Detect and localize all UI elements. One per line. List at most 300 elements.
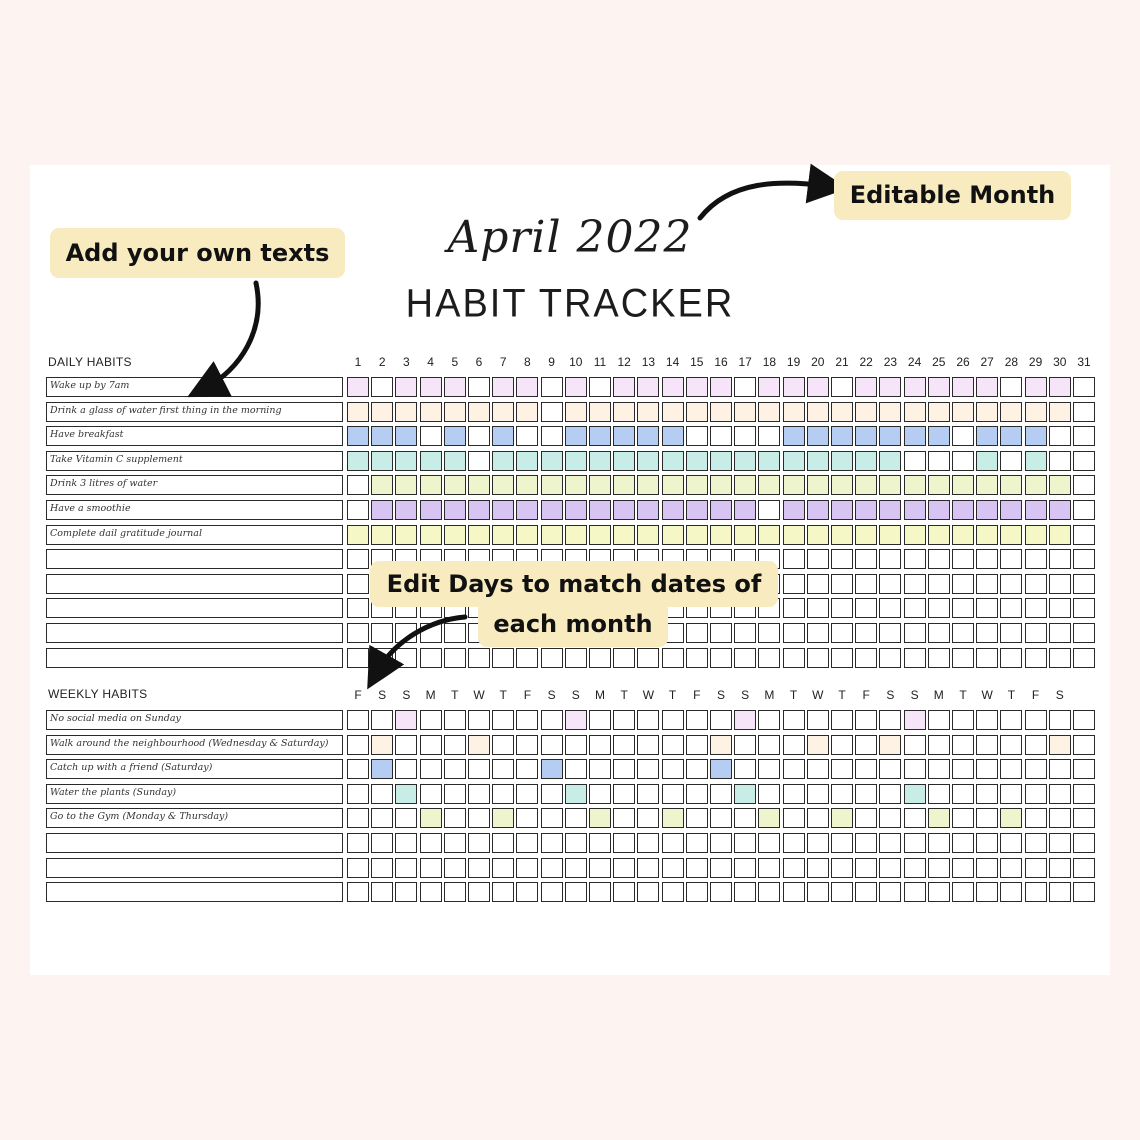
tracker-cell-filled[interactable]	[371, 735, 393, 755]
tracker-cell[interactable]	[807, 648, 829, 668]
tracker-cell-filled[interactable]	[904, 500, 926, 520]
tracker-cell[interactable]	[879, 710, 901, 730]
tracker-cell[interactable]	[758, 623, 780, 643]
tracker-cell-filled[interactable]	[589, 525, 611, 545]
tracker-cell[interactable]	[783, 735, 805, 755]
tracker-cell-filled[interactable]	[613, 426, 635, 446]
tracker-cell[interactable]	[952, 623, 974, 643]
tracker-cell[interactable]	[807, 574, 829, 594]
tracker-cell[interactable]	[1073, 426, 1095, 446]
tracker-cell[interactable]	[976, 858, 998, 878]
tracker-cell[interactable]	[879, 759, 901, 779]
tracker-cell-filled[interactable]	[395, 402, 417, 422]
tracker-cell[interactable]	[710, 784, 732, 804]
tracker-cell[interactable]	[516, 882, 538, 902]
tracker-cell[interactable]	[1073, 451, 1095, 471]
tracker-cell[interactable]	[492, 648, 514, 668]
tracker-cell[interactable]	[710, 833, 732, 853]
tracker-cell[interactable]	[444, 759, 466, 779]
tracker-cell[interactable]	[952, 759, 974, 779]
daily-day-header[interactable]: 21	[835, 355, 849, 369]
tracker-cell-filled[interactable]	[831, 808, 853, 828]
tracker-cell[interactable]	[662, 648, 684, 668]
weekly-day-header[interactable]: M	[425, 688, 436, 702]
tracker-cell[interactable]	[904, 623, 926, 643]
tracker-cell[interactable]	[613, 858, 635, 878]
daily-day-header[interactable]: 15	[690, 355, 704, 369]
tracker-cell-filled[interactable]	[565, 426, 587, 446]
tracker-cell[interactable]	[855, 648, 877, 668]
weekly-day-header[interactable]: S	[716, 688, 725, 702]
tracker-cell[interactable]	[347, 475, 369, 495]
tracker-cell-filled[interactable]	[1025, 402, 1047, 422]
tracker-cell[interactable]	[444, 735, 466, 755]
tracker-cell[interactable]	[831, 377, 853, 397]
tracker-cell-filled[interactable]	[976, 377, 998, 397]
tracker-cell[interactable]	[928, 759, 950, 779]
tracker-cell-filled[interactable]	[686, 525, 708, 545]
tracker-cell[interactable]	[347, 623, 369, 643]
tracker-cell[interactable]	[347, 648, 369, 668]
tracker-cell[interactable]	[347, 759, 369, 779]
tracker-cell[interactable]	[928, 451, 950, 471]
tracker-cell[interactable]	[807, 710, 829, 730]
weekly-day-header[interactable]: M	[933, 688, 944, 702]
tracker-cell-filled[interactable]	[904, 426, 926, 446]
tracker-cell[interactable]	[347, 500, 369, 520]
tracker-cell-filled[interactable]	[637, 377, 659, 397]
tracker-cell[interactable]	[855, 858, 877, 878]
tracker-cell-filled[interactable]	[734, 402, 756, 422]
tracker-cell-filled[interactable]	[662, 451, 684, 471]
tracker-cell[interactable]	[976, 735, 998, 755]
weekly-day-header[interactable]: W	[981, 688, 993, 702]
tracker-cell[interactable]	[807, 759, 829, 779]
tracker-cell[interactable]	[1049, 858, 1071, 878]
tracker-cell[interactable]	[589, 833, 611, 853]
tracker-cell[interactable]	[516, 833, 538, 853]
tracker-cell-filled[interactable]	[686, 377, 708, 397]
weekly-day-header[interactable]: S	[571, 688, 580, 702]
tracker-cell[interactable]	[783, 549, 805, 569]
tracker-cell[interactable]	[904, 549, 926, 569]
tracker-cell[interactable]	[468, 710, 490, 730]
daily-day-header[interactable]: 7	[499, 355, 507, 369]
tracker-cell-filled[interactable]	[710, 451, 732, 471]
tracker-cell[interactable]	[395, 623, 417, 643]
tracker-cell-filled[interactable]	[1025, 451, 1047, 471]
tracker-cell[interactable]	[589, 784, 611, 804]
tracker-cell[interactable]	[952, 858, 974, 878]
weekly-day-header[interactable]: T	[451, 688, 459, 702]
tracker-cell-filled[interactable]	[758, 808, 780, 828]
tracker-cell[interactable]	[1000, 549, 1022, 569]
tracker-cell[interactable]	[347, 598, 369, 618]
tracker-cell[interactable]	[831, 648, 853, 668]
tracker-cell[interactable]	[976, 784, 998, 804]
tracker-cell[interactable]	[589, 710, 611, 730]
tracker-cell-filled[interactable]	[879, 377, 901, 397]
tracker-cell-filled[interactable]	[662, 402, 684, 422]
tracker-cell[interactable]	[904, 833, 926, 853]
daily-day-header[interactable]: 18	[762, 355, 777, 369]
daily-habit-field[interactable]	[46, 475, 343, 495]
tracker-cell-filled[interactable]	[541, 525, 563, 545]
tracker-cell[interactable]	[420, 623, 442, 643]
daily-habit-field[interactable]	[46, 426, 343, 446]
tracker-cell-filled[interactable]	[855, 451, 877, 471]
tracker-cell[interactable]	[758, 882, 780, 902]
tracker-cell-filled[interactable]	[976, 475, 998, 495]
tracker-cell[interactable]	[371, 623, 393, 643]
tracker-cell-filled[interactable]	[1025, 500, 1047, 520]
tracker-cell[interactable]	[468, 426, 490, 446]
weekly-habit-field[interactable]	[46, 710, 343, 730]
tracker-cell-filled[interactable]	[565, 784, 587, 804]
tracker-cell[interactable]	[783, 784, 805, 804]
daily-day-header[interactable]: 4	[427, 355, 434, 369]
tracker-cell[interactable]	[686, 426, 708, 446]
tracker-cell-filled[interactable]	[976, 426, 998, 446]
tracker-cell[interactable]	[783, 574, 805, 594]
tracker-cell[interactable]	[565, 735, 587, 755]
tracker-cell[interactable]	[1000, 451, 1022, 471]
tracker-cell-filled[interactable]	[589, 451, 611, 471]
weekly-day-header[interactable]: T	[668, 688, 677, 702]
daily-day-header[interactable]: 11	[593, 355, 607, 369]
tracker-cell-filled[interactable]	[710, 475, 732, 495]
tracker-cell-filled[interactable]	[1000, 426, 1022, 446]
tracker-cell[interactable]	[686, 735, 708, 755]
tracker-cell-filled[interactable]	[686, 451, 708, 471]
tracker-cell-filled[interactable]	[879, 451, 901, 471]
tracker-cell-filled[interactable]	[468, 735, 490, 755]
daily-day-header[interactable]: 10	[569, 355, 583, 369]
tracker-cell[interactable]	[541, 735, 563, 755]
tracker-cell[interactable]	[807, 833, 829, 853]
tracker-cell[interactable]	[1000, 735, 1022, 755]
tracker-cell-filled[interactable]	[541, 451, 563, 471]
tracker-cell[interactable]	[734, 808, 756, 828]
tracker-cell-filled[interactable]	[1049, 735, 1071, 755]
tracker-cell-filled[interactable]	[758, 402, 780, 422]
tracker-cell[interactable]	[1049, 710, 1071, 730]
tracker-cell-filled[interactable]	[468, 475, 490, 495]
tracker-cell[interactable]	[758, 735, 780, 755]
tracker-cell[interactable]	[952, 882, 974, 902]
tracker-cell[interactable]	[1073, 648, 1095, 668]
tracker-cell-filled[interactable]	[444, 525, 466, 545]
daily-habit-field[interactable]	[46, 377, 343, 397]
tracker-cell-filled[interactable]	[492, 475, 514, 495]
tracker-cell[interactable]	[420, 858, 442, 878]
tracker-cell-filled[interactable]	[783, 475, 805, 495]
tracker-cell[interactable]	[879, 598, 901, 618]
tracker-cell[interactable]	[976, 574, 998, 594]
tracker-cell[interactable]	[976, 882, 998, 902]
tracker-cell[interactable]	[420, 833, 442, 853]
tracker-cell[interactable]	[1000, 574, 1022, 594]
tracker-cell[interactable]	[1073, 710, 1095, 730]
tracker-cell[interactable]	[686, 759, 708, 779]
tracker-cell-filled[interactable]	[879, 735, 901, 755]
tracker-cell[interactable]	[904, 648, 926, 668]
tracker-cell-filled[interactable]	[662, 500, 684, 520]
daily-day-header[interactable]: 14	[665, 355, 680, 369]
daily-day-header[interactable]: 8	[524, 355, 531, 369]
tracker-cell-filled[interactable]	[492, 525, 514, 545]
tracker-cell[interactable]	[1049, 833, 1071, 853]
tracker-cell-filled[interactable]	[420, 808, 442, 828]
tracker-cell[interactable]	[1025, 858, 1047, 878]
weekly-day-header[interactable]: M	[764, 688, 775, 702]
tracker-cell[interactable]	[1073, 882, 1095, 902]
tracker-cell[interactable]	[686, 710, 708, 730]
tracker-cell[interactable]	[347, 833, 369, 853]
tracker-cell[interactable]	[952, 574, 974, 594]
daily-day-header[interactable]: 12	[617, 355, 631, 369]
weekly-day-header[interactable]: T	[1007, 688, 1016, 702]
tracker-cell-filled[interactable]	[492, 377, 514, 397]
tracker-cell[interactable]	[928, 882, 950, 902]
daily-day-header[interactable]: 29	[1028, 355, 1043, 369]
tracker-cell-filled[interactable]	[879, 525, 901, 545]
tracker-cell[interactable]	[468, 377, 490, 397]
tracker-cell-filled[interactable]	[734, 784, 756, 804]
tracker-cell-filled[interactable]	[444, 500, 466, 520]
tracker-cell-filled[interactable]	[589, 426, 611, 446]
tracker-cell[interactable]	[516, 858, 538, 878]
daily-day-header[interactable]: 26	[956, 355, 970, 369]
tracker-cell[interactable]	[783, 858, 805, 878]
tracker-cell-filled[interactable]	[928, 475, 950, 495]
tracker-cell-filled[interactable]	[371, 525, 393, 545]
tracker-cell-filled[interactable]	[1025, 525, 1047, 545]
tracker-cell[interactable]	[734, 735, 756, 755]
tracker-cell[interactable]	[807, 808, 829, 828]
weekly-day-header[interactable]: M	[595, 688, 605, 702]
tracker-cell[interactable]	[734, 759, 756, 779]
tracker-cell[interactable]	[976, 808, 998, 828]
tracker-cell-filled[interactable]	[395, 451, 417, 471]
tracker-cell[interactable]	[444, 623, 466, 643]
weekly-day-header[interactable]: F	[862, 688, 870, 702]
tracker-cell-filled[interactable]	[879, 500, 901, 520]
tracker-cell[interactable]	[613, 710, 635, 730]
tracker-cell-filled[interactable]	[444, 377, 466, 397]
tracker-cell[interactable]	[444, 858, 466, 878]
tracker-cell-filled[interactable]	[710, 500, 732, 520]
tracker-cell-filled[interactable]	[444, 402, 466, 422]
tracker-cell-filled[interactable]	[395, 710, 417, 730]
tracker-cell-filled[interactable]	[904, 377, 926, 397]
tracker-cell[interactable]	[662, 858, 684, 878]
tracker-cell-filled[interactable]	[395, 377, 417, 397]
tracker-cell-filled[interactable]	[395, 475, 417, 495]
tracker-cell[interactable]	[686, 882, 708, 902]
weekly-habit-field[interactable]	[46, 833, 343, 853]
tracker-cell-filled[interactable]	[807, 735, 829, 755]
tracker-cell-filled[interactable]	[734, 451, 756, 471]
daily-day-header[interactable]: 19	[786, 355, 801, 369]
tracker-cell-filled[interactable]	[758, 475, 780, 495]
tracker-cell[interactable]	[492, 759, 514, 779]
tracker-cell[interactable]	[879, 623, 901, 643]
tracker-cell[interactable]	[347, 808, 369, 828]
tracker-cell[interactable]	[952, 735, 974, 755]
tracker-cell-filled[interactable]	[976, 451, 998, 471]
tracker-cell[interactable]	[807, 882, 829, 902]
tracker-cell-filled[interactable]	[565, 402, 587, 422]
weekly-day-header[interactable]: T	[620, 688, 628, 702]
daily-day-header[interactable]: 2	[378, 355, 386, 369]
tracker-cell-filled[interactable]	[1000, 808, 1022, 828]
tracker-cell-filled[interactable]	[565, 525, 587, 545]
daily-habit-field[interactable]	[46, 598, 343, 618]
tracker-cell[interactable]	[758, 784, 780, 804]
tracker-cell[interactable]	[686, 784, 708, 804]
tracker-cell-filled[interactable]	[347, 426, 369, 446]
tracker-cell[interactable]	[928, 710, 950, 730]
tracker-cell[interactable]	[589, 735, 611, 755]
tracker-cell[interactable]	[516, 648, 538, 668]
daily-day-header[interactable]: 17	[738, 355, 752, 369]
tracker-cell-filled[interactable]	[831, 475, 853, 495]
tracker-cell[interactable]	[444, 784, 466, 804]
tracker-cell[interactable]	[589, 882, 611, 902]
tracker-cell-filled[interactable]	[807, 525, 829, 545]
weekly-day-header[interactable]: W	[642, 688, 655, 702]
tracker-cell[interactable]	[420, 426, 442, 446]
tracker-cell-filled[interactable]	[1000, 500, 1022, 520]
tracker-cell[interactable]	[444, 882, 466, 902]
tracker-cell[interactable]	[395, 833, 417, 853]
tracker-cell-filled[interactable]	[686, 402, 708, 422]
tracker-cell[interactable]	[807, 623, 829, 643]
tracker-cell[interactable]	[1000, 377, 1022, 397]
tracker-cell[interactable]	[1000, 882, 1022, 902]
tracker-cell[interactable]	[1073, 549, 1095, 569]
tracker-cell[interactable]	[541, 377, 563, 397]
tracker-cell[interactable]	[710, 426, 732, 446]
tracker-cell[interactable]	[1025, 710, 1047, 730]
tracker-cell[interactable]	[686, 648, 708, 668]
tracker-cell-filled[interactable]	[637, 402, 659, 422]
tracker-cell[interactable]	[928, 833, 950, 853]
tracker-cell-filled[interactable]	[904, 402, 926, 422]
tracker-cell-filled[interactable]	[637, 426, 659, 446]
tracker-cell[interactable]	[783, 833, 805, 853]
tracker-cell-filled[interactable]	[1025, 377, 1047, 397]
tracker-cell[interactable]	[444, 833, 466, 853]
tracker-cell[interactable]	[565, 759, 587, 779]
tracker-cell-filled[interactable]	[831, 500, 853, 520]
weekly-day-header[interactable]: F	[523, 688, 532, 702]
tracker-cell[interactable]	[710, 882, 732, 902]
daily-day-header[interactable]: 23	[883, 355, 898, 369]
tracker-cell[interactable]	[371, 858, 393, 878]
tracker-cell[interactable]	[952, 598, 974, 618]
tracker-cell[interactable]	[904, 451, 926, 471]
tracker-cell[interactable]	[1049, 784, 1071, 804]
weekly-day-header[interactable]: T	[959, 688, 967, 702]
daily-habit-field[interactable]	[46, 549, 343, 569]
tracker-cell[interactable]	[1000, 759, 1022, 779]
tracker-cell[interactable]	[952, 784, 974, 804]
tracker-cell[interactable]	[541, 882, 563, 902]
tracker-cell[interactable]	[855, 574, 877, 594]
tracker-cell-filled[interactable]	[952, 377, 974, 397]
tracker-cell[interactable]	[637, 735, 659, 755]
tracker-cell-filled[interactable]	[613, 475, 635, 495]
tracker-cell-filled[interactable]	[395, 500, 417, 520]
daily-day-header[interactable]: 27	[980, 355, 994, 369]
tracker-cell[interactable]	[492, 882, 514, 902]
tracker-cell-filled[interactable]	[420, 500, 442, 520]
tracker-cell[interactable]	[492, 710, 514, 730]
tracker-cell-filled[interactable]	[734, 475, 756, 495]
tracker-cell[interactable]	[952, 426, 974, 446]
tracker-cell-filled[interactable]	[492, 451, 514, 471]
tracker-cell[interactable]	[976, 648, 998, 668]
tracker-cell[interactable]	[613, 759, 635, 779]
tracker-cell[interactable]	[831, 549, 853, 569]
tracker-cell-filled[interactable]	[395, 426, 417, 446]
tracker-cell[interactable]	[468, 882, 490, 902]
tracker-cell-filled[interactable]	[662, 475, 684, 495]
tracker-cell[interactable]	[371, 808, 393, 828]
tracker-cell[interactable]	[347, 858, 369, 878]
weekly-habit-field[interactable]	[46, 784, 343, 804]
tracker-cell-filled[interactable]	[1025, 426, 1047, 446]
tracker-cell-filled[interactable]	[420, 475, 442, 495]
tracker-cell-filled[interactable]	[807, 426, 829, 446]
tracker-cell-filled[interactable]	[1000, 525, 1022, 545]
tracker-cell[interactable]	[1000, 858, 1022, 878]
tracker-cell[interactable]	[420, 648, 442, 668]
tracker-cell[interactable]	[928, 648, 950, 668]
tracker-cell[interactable]	[928, 574, 950, 594]
tracker-cell-filled[interactable]	[904, 525, 926, 545]
tracker-cell[interactable]	[686, 808, 708, 828]
tracker-cell[interactable]	[928, 549, 950, 569]
tracker-cell[interactable]	[904, 882, 926, 902]
tracker-cell[interactable]	[904, 759, 926, 779]
tracker-cell-filled[interactable]	[371, 402, 393, 422]
tracker-cell[interactable]	[1000, 623, 1022, 643]
tracker-cell-filled[interactable]	[686, 500, 708, 520]
tracker-cell[interactable]	[831, 735, 853, 755]
tracker-cell[interactable]	[1073, 623, 1095, 643]
weekly-day-header[interactable]: S	[910, 688, 919, 702]
tracker-cell[interactable]	[565, 648, 587, 668]
tracker-cell[interactable]	[1000, 598, 1022, 618]
tracker-cell[interactable]	[1073, 377, 1095, 397]
tracker-cell[interactable]	[420, 735, 442, 755]
tracker-cell[interactable]	[420, 882, 442, 902]
tracker-cell[interactable]	[516, 808, 538, 828]
tracker-cell[interactable]	[1049, 759, 1071, 779]
weekly-day-header[interactable]: T	[838, 688, 846, 702]
daily-habit-field[interactable]	[46, 525, 343, 545]
tracker-cell-filled[interactable]	[1049, 377, 1071, 397]
tracker-cell[interactable]	[347, 574, 369, 594]
tracker-cell[interactable]	[516, 426, 538, 446]
tracker-cell[interactable]	[541, 648, 563, 668]
tracker-cell-filled[interactable]	[468, 500, 490, 520]
tracker-cell[interactable]	[1073, 858, 1095, 878]
tracker-cell[interactable]	[734, 377, 756, 397]
